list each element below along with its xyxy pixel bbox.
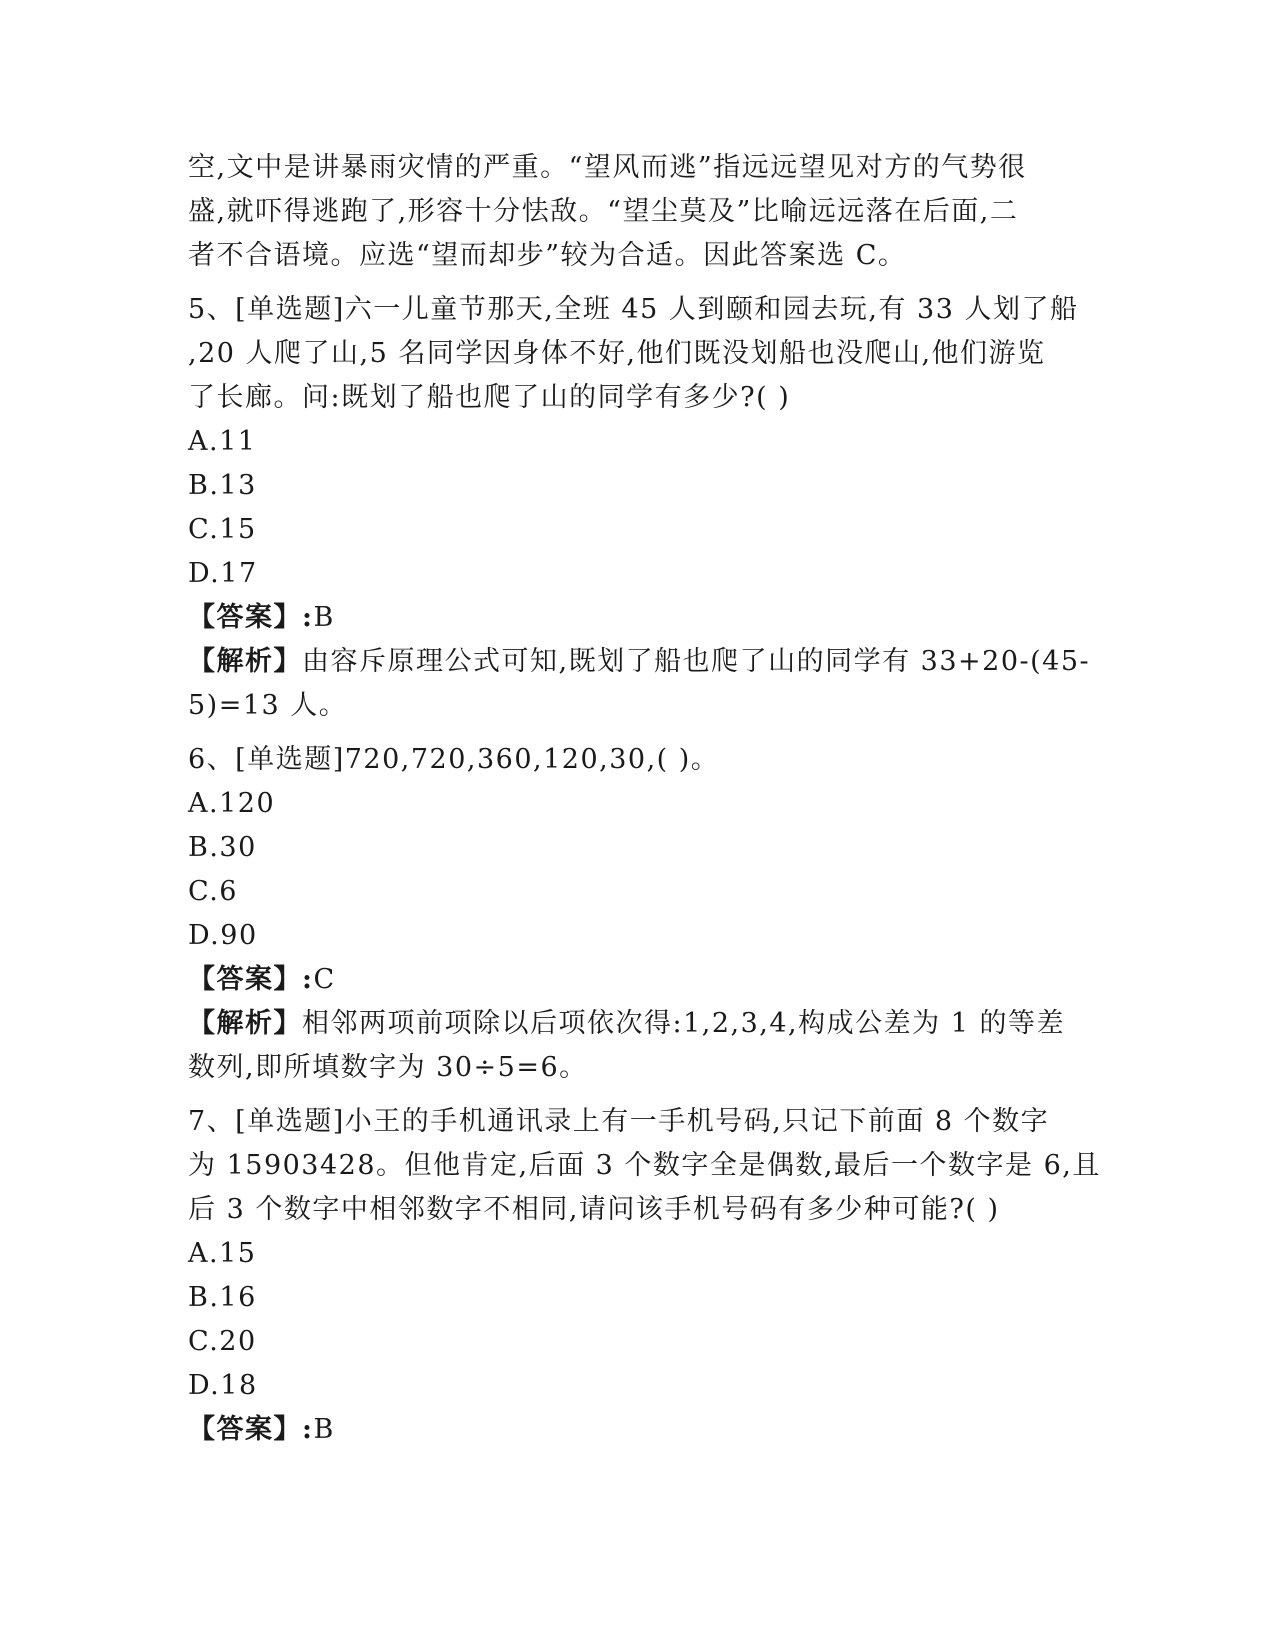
- analysis-line: 数列,即所填数字为 30÷5=6。: [188, 1052, 588, 1083]
- analysis-line: 5)=13 人。: [188, 690, 348, 721]
- answer-separator: :: [302, 964, 314, 995]
- answer-line: [188, 1408, 1088, 1452]
- question-stem-line: 5、[单选题]六一儿童节那天,全班 45 人到颐和园去玩,有 33 人划了船: [188, 294, 1079, 325]
- question-6: [188, 738, 1088, 1090]
- answer-label: 【答案】: [188, 964, 302, 995]
- page-content: [188, 146, 1101, 1452]
- analysis-line: [188, 640, 1091, 684]
- question-stem-line: 了长廊。问:既划了船也爬了山的同学有多少?( ): [188, 382, 791, 413]
- answer-value: B: [313, 602, 335, 633]
- text-line: 盛,就吓得逃跑了,形容十分怯敌。“望尘莫及”比喻远远落在后面,二: [188, 196, 1019, 227]
- question-stem-line: 后 3 个数字中相邻数字不相同,请问该手机号码有多少种可能?( ): [188, 1194, 1000, 1225]
- analysis-text: 由容斥原理公式可知,既划了船也爬了山的同学有 33+20-(45-: [302, 646, 1091, 677]
- answer-separator: :: [302, 1414, 314, 1445]
- option-a: A.120: [188, 788, 276, 819]
- option-c: C.15: [188, 514, 257, 545]
- answer-separator: :: [302, 602, 314, 633]
- prev-explanation-tail: [188, 146, 1088, 278]
- text-line: 者不合语境。应选“望而却步”较为合适。因此答案选 C。: [188, 240, 907, 271]
- question-5: [188, 288, 1091, 728]
- text-line: 空,文中是讲暴雨灾情的严重。“望风而逃”指远远望见对方的气势很: [188, 152, 1027, 183]
- question-stem-line: 7、[单选题]小王的手机通讯录上有一手机号码,只记下前面 8 个数字: [188, 1106, 1050, 1137]
- analysis-label: 【解析】: [188, 1008, 302, 1039]
- answer-value: C: [313, 964, 336, 995]
- option-b: B.13: [188, 470, 257, 501]
- option-d: D.90: [188, 920, 258, 951]
- question-stem-line: 为 15903428。但他肯定,后面 3 个数字全是偶数,最后一个数字是 6,且: [188, 1150, 1101, 1181]
- option-c: C.6: [188, 876, 238, 907]
- answer-line: [188, 958, 1088, 1002]
- option-b: B.16: [188, 1282, 257, 1313]
- answer-label: 【答案】: [188, 602, 302, 633]
- analysis-label: 【解析】: [188, 646, 302, 677]
- question-7: [188, 1100, 1101, 1452]
- answer-line: [188, 596, 1088, 640]
- option-a: A.11: [188, 426, 257, 457]
- option-b: B.30: [188, 832, 257, 863]
- answer-value: B: [313, 1414, 335, 1445]
- option-d: D.17: [188, 558, 258, 589]
- option-d: D.18: [188, 1370, 258, 1401]
- option-c: C.20: [188, 1326, 257, 1357]
- analysis-line: [188, 1002, 1088, 1046]
- question-stem-line: 6、[单选题]720,720,360,120,30,( )。: [188, 744, 720, 775]
- answer-label: 【答案】: [188, 1414, 302, 1445]
- question-stem-line: ,20 人爬了山,5 名同学因身体不好,他们既没划船也没爬山,他们游览: [188, 338, 1046, 369]
- analysis-text: 相邻两项前项除以后项依次得:1,2,3,4,构成公差为 1 的等差: [302, 1008, 1065, 1039]
- option-a: A.15: [188, 1238, 257, 1269]
